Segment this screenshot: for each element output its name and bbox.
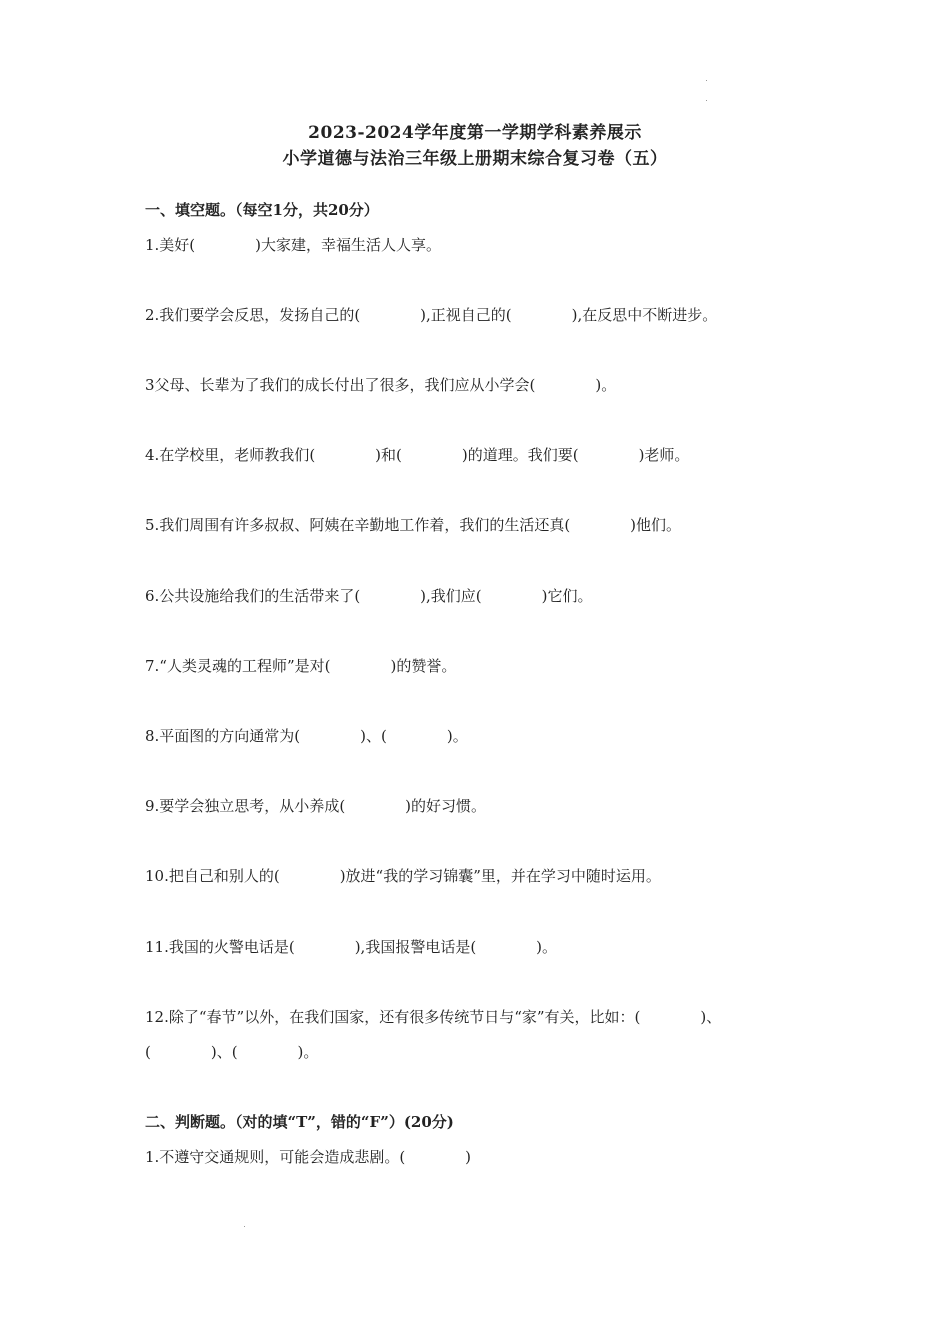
exam-title-line1: 2023-2024学年度第一学期学科素养展示 (308, 123, 642, 143)
question-6: 6.公共设施给我们的生活带来了( ),我们应( )它们。 (145, 587, 593, 605)
question-3: 3父母、长辈为了我们的成长付出了很多，我们应从小学会( )。 (145, 376, 617, 394)
exam-title-line2: 小学道德与法治三年级上册期末综合复习卷（五） (282, 149, 668, 169)
section-heading-fill-blank: 一、填空题。（每空1分，共20分） (145, 201, 379, 219)
question-4: 4.在学校里，老师教我们( )和( )的道理。我们要( )老师。 (145, 446, 690, 464)
question-11: 11.我国的火警电话是( ),我国报警电话是( )。 (145, 938, 558, 956)
question-9: 9.要学会独立思考，从小养成( )的好习惯。 (145, 797, 487, 815)
question-10: 10.把自己和别人的( )放进“我的学习锦囊”里，并在学习中随时运用。 (145, 867, 661, 885)
question-8: 8.平面图的方向通常为( )、( )。 (145, 727, 468, 745)
section-heading-true-false: 二、判断题。（对的填“T”，错的“F”）(20分) (145, 1113, 454, 1131)
speck-mark (706, 100, 707, 101)
question-2: 2.我们要学会反思，发扬自己的( ),正视自己的( ),在反思中不断进步。 (145, 306, 718, 324)
question-7: 7.“人类灵魂的工程师”是对( )的赞誉。 (145, 657, 457, 675)
question-5: 5.我们周围有许多叔叔、阿姨在辛勤地工作着，我们的生活还真( )他们。 (145, 516, 682, 534)
tf-question-1: 1.不遵守交通规则，可能会造成悲剧。( ) (145, 1148, 472, 1166)
speck-mark (706, 80, 707, 81)
question-1: 1.美好( )大家建，幸福生活人人享。 (145, 236, 442, 254)
question-12-continued: ( )、( )。 (145, 1043, 319, 1061)
speck-mark (244, 1226, 245, 1227)
question-12: 12.除了“春节”以外，在我们国家，还有很多传统节日与“家”有关，比如：( )、 (145, 1008, 722, 1026)
